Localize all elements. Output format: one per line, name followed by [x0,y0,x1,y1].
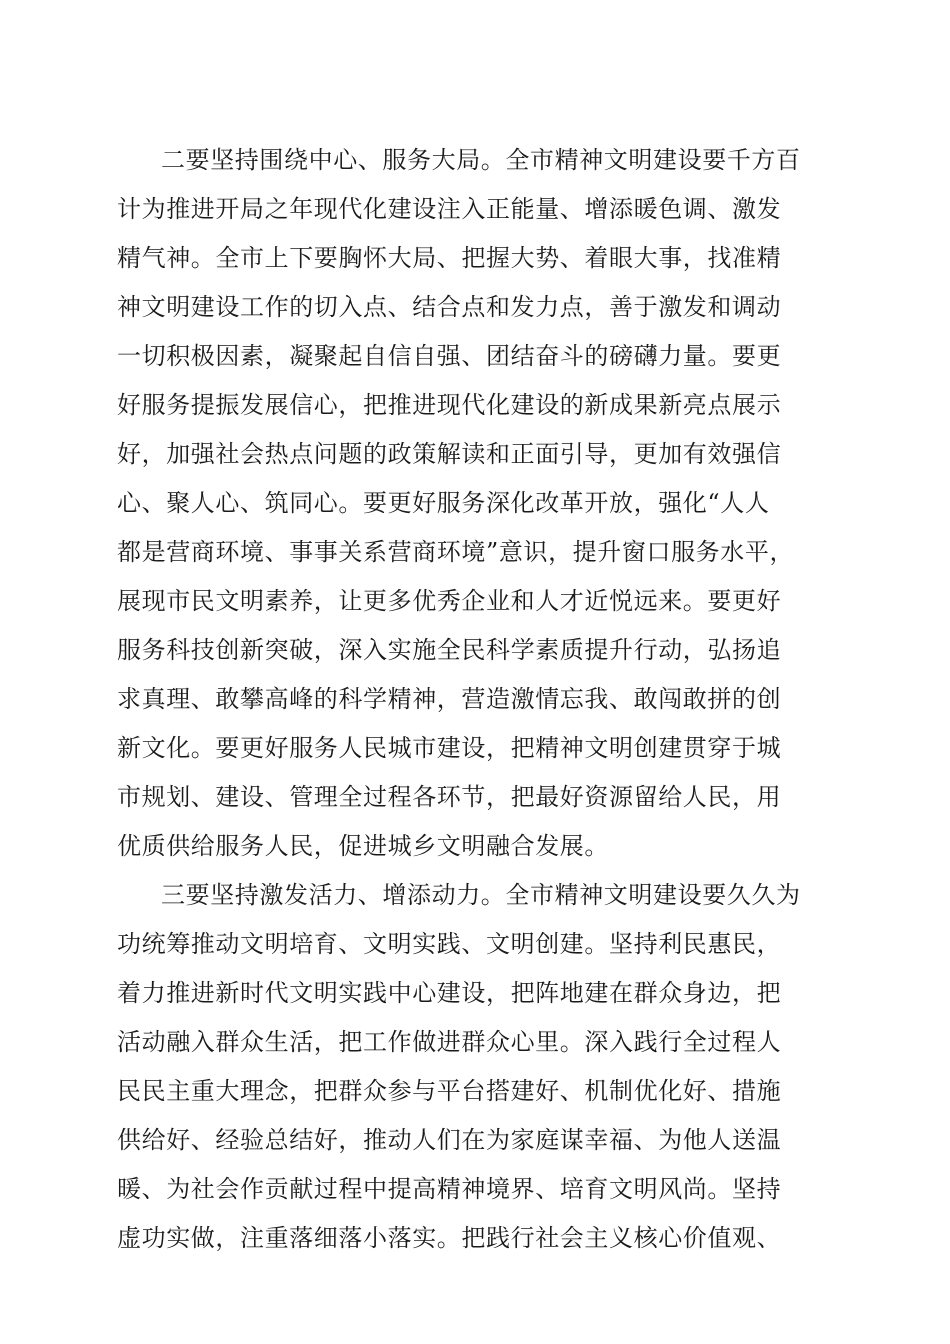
paragraph-line: 好，加强社会热点问题的政策解读和正面引导，更加有效强信 [117,440,782,468]
paragraph-line: 功统筹推动文明培育、文明实践、文明创建。坚持利民惠民， [117,930,782,958]
paragraph-line: 虚功实做，注重落细落小落实。把践行社会主义核心价值观、 [117,1224,782,1252]
body-text [117,136,837,1263]
paragraph-line: 神文明建设工作的切入点、结合点和发力点，善于激发和调动 [117,293,782,321]
paragraph-line: 计为推进开局之年现代化建设注入正能量、增添暖色调、激发 [117,195,782,223]
paragraph-line: 心、聚人心、筑同心。要更好服务深化改革开放，强化“人人 [117,489,770,517]
paragraph-line: 求真理、敢攀高峰的科学精神，营造激情忘我、敢闯敢拼的创 [117,685,782,713]
paragraph-line: 供给好、经验总结好，推动人们在为家庭谋幸福、为他人送温 [117,1126,782,1154]
paragraph-line: 民民主重大理念，把群众参与平台搭建好、机制优化好、措施 [117,1077,782,1105]
paragraph-3 [117,871,837,1263]
paragraph-line: 精气神。全市上下要胸怀大局、把握大势、着眼大事，找准精 [117,244,782,272]
paragraph-line: 着力推进新时代文明实践中心建设，把阵地建在群众身边，把 [117,979,782,1007]
paragraph-line: 二要坚持围绕中心、服务大局。全市精神文明建设要千方百 [161,146,801,174]
paragraph-line: 新文化。要更好服务人民城市建设，把精神文明创建贯穿于城 [117,734,782,762]
paragraph-line: 展现市民文明素养，让更多优秀企业和人才近悦远来。要更好 [117,587,782,615]
paragraph-line: 三要坚持激发活力、增添动力。全市精神文明建设要久久为 [161,881,801,909]
paragraph-line: 一切积极因素，凝聚起自信自强、团结奋斗的磅礴力量。要更 [117,342,782,370]
paragraph-line: 活动融入群众生活，把工作做进群众心里。深入践行全过程人 [117,1028,782,1056]
paragraph-2 [117,136,837,871]
paragraph-line: 暖、为社会作贡献过程中提高精神境界、培育文明风尚。坚持 [117,1175,782,1203]
paragraph-line: 优质供给服务人民，促进城乡文明融合发展。 [117,832,609,860]
paragraph-line: 服务科技创新突破，深入实施全民科学素质提升行动，弘扬追 [117,636,782,664]
paragraph-line: 市规划、建设、管理全过程各环节，把最好资源留给人民，用 [117,783,782,811]
paragraph-line: 都是营商环境、事事关系营商环境”意识，提升窗口服务水平， [117,538,795,566]
paragraph-line: 好服务提振发展信心，把推进现代化建设的新成果新亮点展示 [117,391,782,419]
